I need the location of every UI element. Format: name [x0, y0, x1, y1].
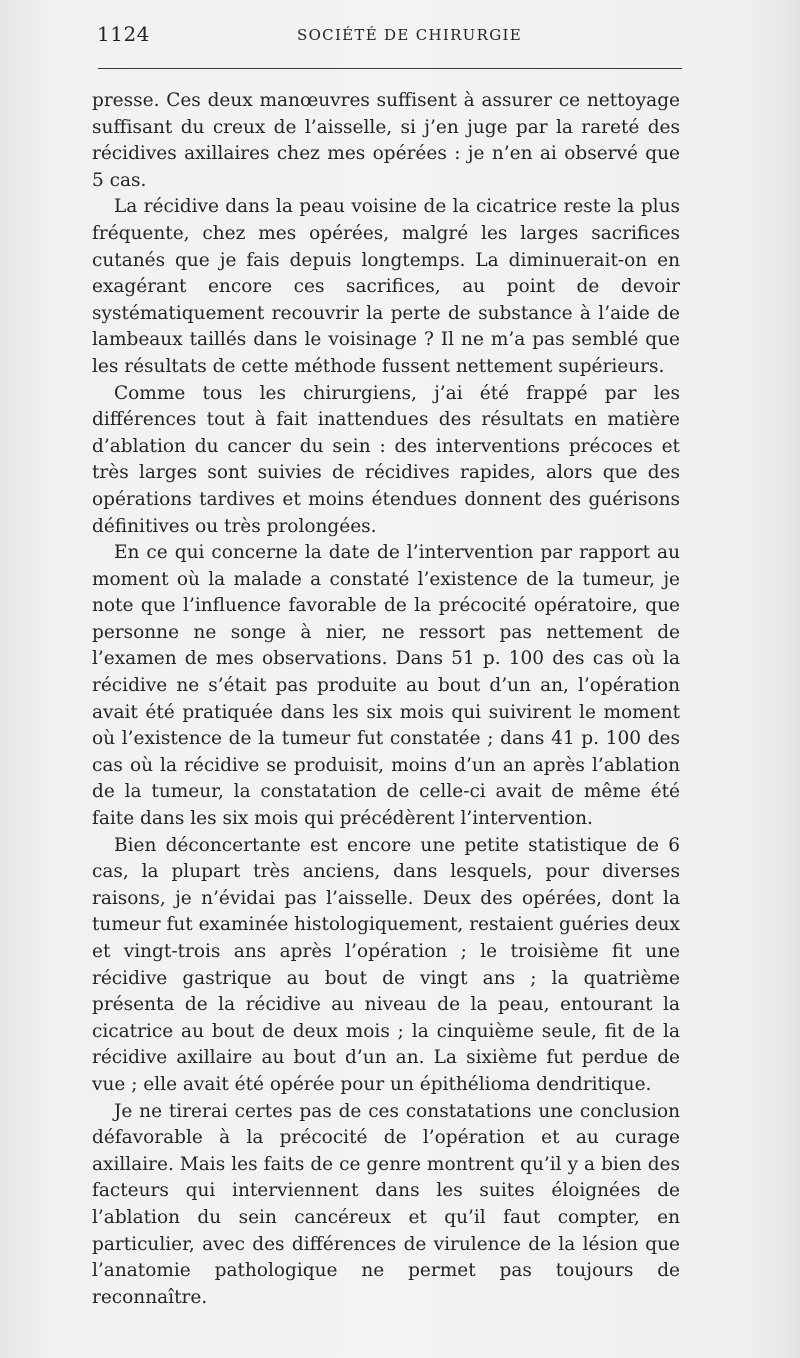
paragraph-date-intervention: En ce qui concerne la date de l’intervention par rapport au moment où la malade a constaté l’existence de la tumeur, je note que l’influence favorable de la précocité opératoire, que personne ne songe à nier, ne ressort pas nettement de l’examen de mes observations. Dans 51 p. 100 des cas où la récidive ne s’était pas produite au bout d’un an, l’opération avait été pratiquée dans les six mois qui suivirent le moment où l’existence de la tumeur fut constatée ; dans 41 p. 100 des cas où la récidive se produisit, moins d’un an après l’ablation de la tumeur, la constatation de celle-ci avait de même été faite dans les six mois qui précédèrent l’intervention.: [92, 542, 680, 830]
page-number: 1124: [97, 22, 150, 46]
paragraph-continued: presse. Ces deux manœuvres suffisent à assurer ce nettoyage suffisant du creux de l’aisselle, si j’en juge par la rareté des récidives axillaires chez mes opérées : je n’en ai observé que 5 cas.: [92, 90, 680, 191]
paragraph-conclusion: Je ne tirerai certes pas de ces constatations une conclusion défavorable à la précocité de l’opération et au curage axillaire. Mais les faits de ce genre montrent qu’il y a bien des facteurs qui interviennent dans les suites éloignées de l’ablation du sein cancéreux et qu’il faut compter, en particulier, avec des différences de virulence de la lésion que l’anatomie pathologique ne permet pas toujours de reconnaître.: [92, 1100, 680, 1308]
body-text: [92, 88, 680, 1311]
header-rule: [98, 68, 682, 69]
paragraph-statistique: Bien déconcertante est encore une petite statistique de 6 cas, la plupart très anciens, dans lesquels, pour diverses raisons, je n’évidai pas l’aisselle. Deux des opérées, dont la tumeur fut examinée histologiquement, restaient guéries deux et vingt-trois ans après l’opération ; le troisième fit une récidive gastrique au bout de vingt ans ; la quatrième présenta de la récidive au niveau de la peau, entourant la cicatrice au bout de deux mois ; la cinquième seule, fit de la récidive axillaire au bout d’un an. La sixième fut perdue de vue ; elle avait été opérée pour un épithélioma dendritique.: [92, 834, 680, 1095]
paragraph-differences: Comme tous les chirurgiens, j’ai été frappé par les différences tout à fait inattendues des résultats en matière d’ablation du cancer du sein : des interventions précoces et très larges sont suivies de récidives rapides, alors que des opérations tardives et moins étendues donnent des guérisons définitives ou très prolongées.: [92, 382, 680, 537]
running-head: SOCIÉTÉ DE CHIRURGIE: [297, 26, 522, 44]
page-header: [97, 22, 680, 52]
paragraph-recidive-peau: La récidive dans la peau voisine de la cicatrice reste la plus fréquente, chez mes opérées, malgré les larges sacrifices cutanés que je fais depuis longtemps. La diminuerait-on en exagérant encore ces sacrifices, au point de devoir systématiquement recouvrir la perte de substance à l’aide de lambeaux taillés dans le voisinage ? Il ne m’a pas semblé que les résultats de cette méthode fussent nettement supérieurs.: [92, 196, 680, 377]
